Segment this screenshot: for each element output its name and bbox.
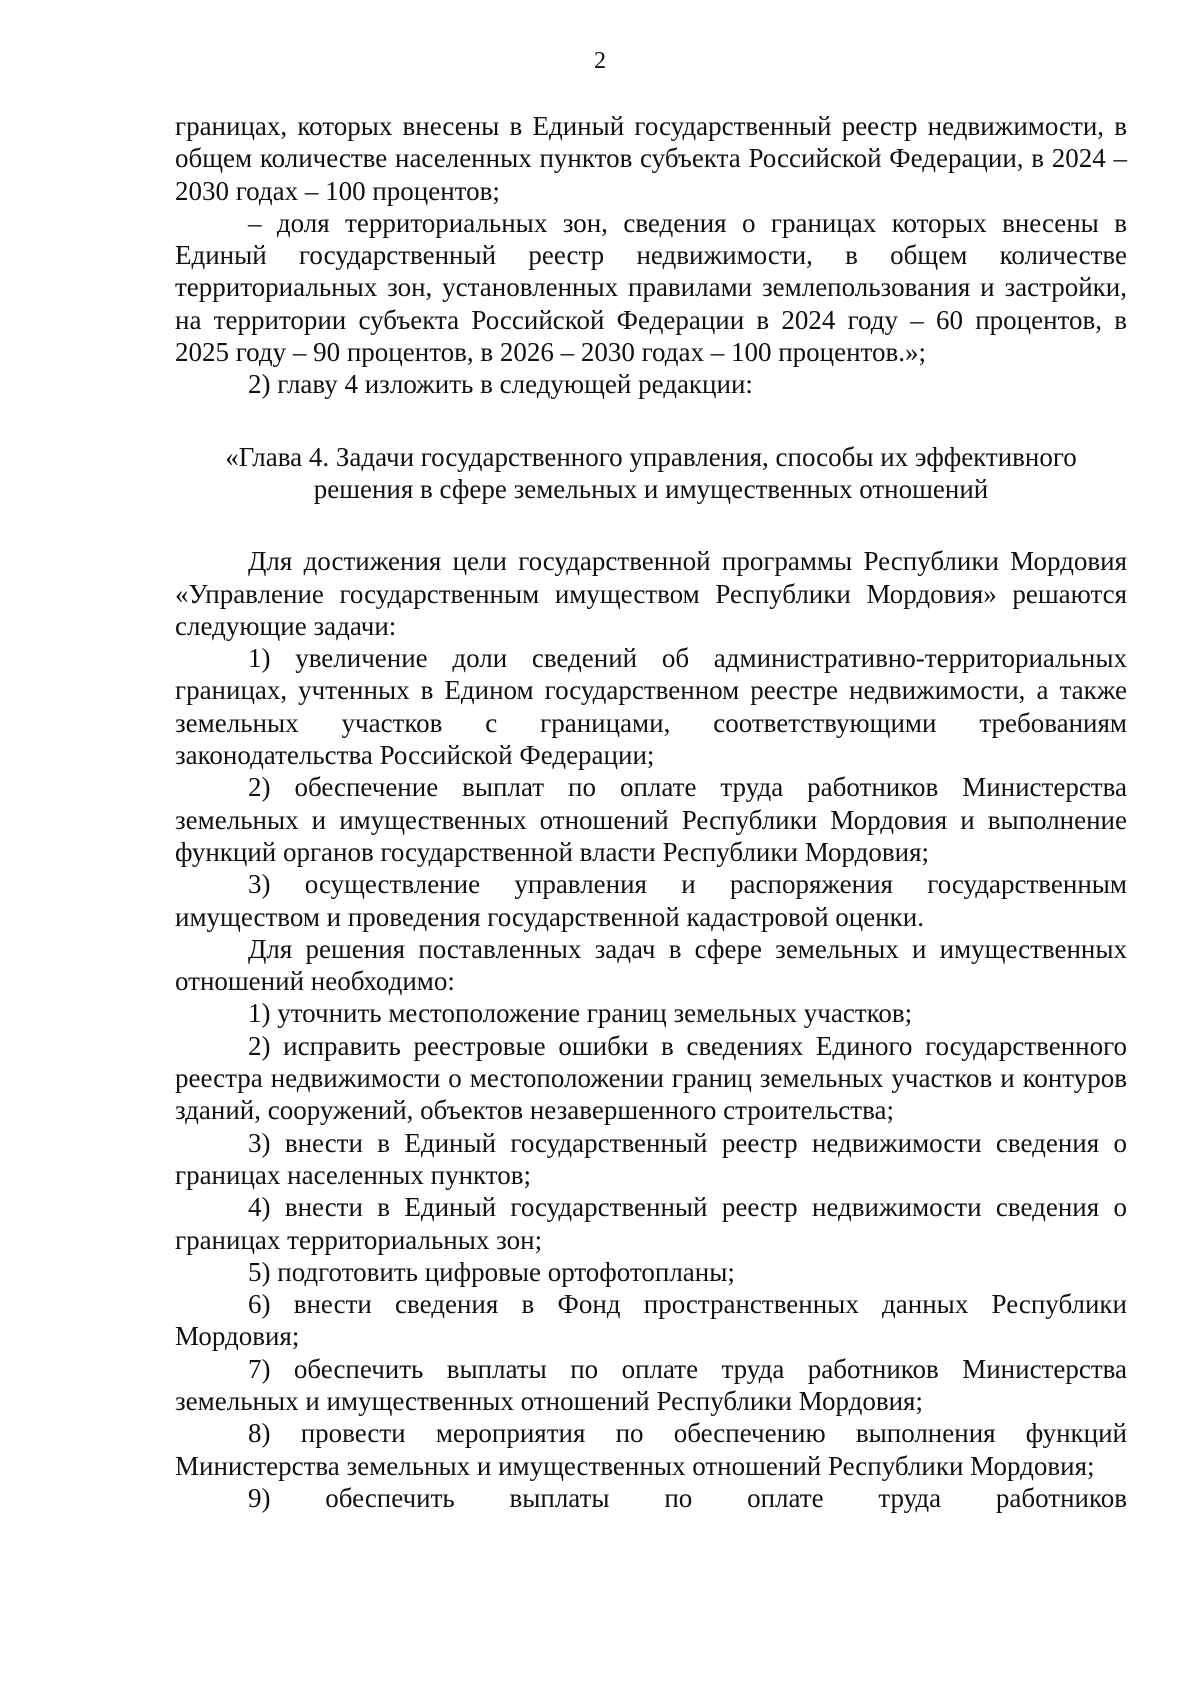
action-item-3: 3) внести в Единый государственный реестр недвижимости сведения о границах населенных пунктов; — [175, 1127, 1127, 1190]
action-item-6: 6) внести сведения в Фонд пространственных данных Республики Мордовия; — [175, 1289, 1127, 1352]
paragraph-dash-item: – доля территориальных зон, сведения о границах которых внесены в Единый государственный реестр недвижимости, в общем количестве территориальных зон, установленных правилами землепользования и застройки, на территории субъекта Российской Федерации в 2024 году – 60 процентов, в 2025 году – 90 процентов, в 2026 – 2030 годах – 100 процентов.»; — [175, 207, 1127, 368]
action-item-5: 5) подготовить цифровые ортофотопланы; — [248, 1256, 735, 1287]
paragraph-intro: Для достижения цели государственной программы Республики Мордовия «Управление государственным имуществом Республики Мордовия» решаются следующие задачи: — [175, 546, 1127, 641]
task-item-1: 1) увеличение доли сведений об административно-территориальных границах, учтенных в Едином государственном реестре недвижимости, а также земельных участков с границами, соответствующими требованиям законодательства Российской Федерации; — [175, 643, 1127, 771]
action-item-8: 8) провести мероприятия по обеспечению выполнения функций Министерства земельных и имущественных отношений Республики Мордовия; — [175, 1418, 1127, 1481]
chapter-heading-line-1: «Глава 4. Задачи государственного управления, способы их эффективного — [225, 441, 1077, 472]
action-item-1: 1) уточнить местоположение границ земельных участков; — [248, 998, 913, 1029]
chapter-heading-line-2: решения в сфере земельных и имущественных отношений — [313, 473, 989, 504]
action-item-2: 2) исправить реестровые ошибки в сведениях Единого государственного реестра недвижимости о местоположении границ земельных участков и контуров зданий, сооружений, объектов незавершенного строительства; — [175, 1030, 1127, 1126]
paragraph-necessary: Для решения поставленных задач в сфере земельных и имущественных отношений необходимо: — [175, 933, 1127, 997]
paragraph-amendment-item: 2) главу 4 изложить в следующей редакции: — [248, 369, 753, 400]
action-item-9: 9) обеспечить выплаты по оплате труда работников — [248, 1482, 1127, 1513]
paragraph-continuation: границах, которых внесены в Единый государственный реестр недвижимости, в общем количестве населенных пунктов субъекта Российской Федерации, в 2024 – 2030 годах – 100 процентов; — [175, 111, 1127, 206]
document-body — [175, 110, 1127, 1514]
task-item-2: 2) обеспечение выплат по оплате труда работников Министерства земельных и имущественных отношений Республики Мордовия и выполнение функций органов государственной власти Республики Мордовия; — [175, 772, 1127, 867]
action-item-4: 4) внести в Единый государственный реестр недвижимости сведения о границах территориальных зон; — [175, 1192, 1127, 1255]
chapter-heading — [175, 441, 1127, 506]
action-item-7: 7) обеспечить выплаты по оплате труда работников Министерства земельных и имущественных отношений Республики Мордовия; — [175, 1353, 1127, 1416]
task-item-3: 3) осуществление управления и распоряжения государственным имуществом и проведения государственной кадастровой оценки. — [175, 869, 1127, 932]
page-number: 2 — [594, 48, 606, 74]
